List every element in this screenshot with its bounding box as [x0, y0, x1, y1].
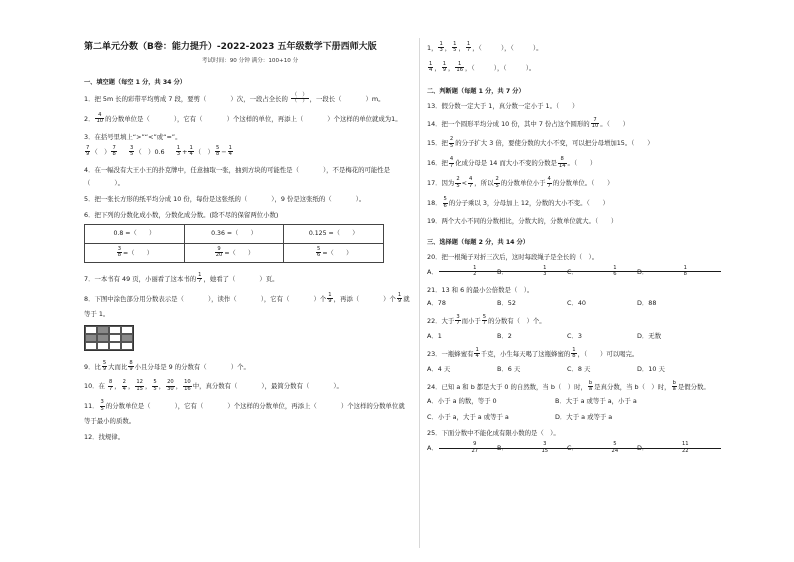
- right-column: [427, 34, 725, 462]
- question-4: 4．在一幅没有大王小王的扑克牌中，任意抽取一张，抽到方块的可能性是（ ），不是梅花的可能性是: [84, 165, 391, 174]
- question-6: 6．把下列的分数化成小数，分数化成分数。(除不尽的保留两位小数): [84, 210, 279, 219]
- shaded-grid-figure: [84, 325, 134, 351]
- table-cell: 0.36 =（ ）: [184, 224, 284, 243]
- question-15: 15．把 $\frac{2}{5}$ 的分子扩大 3 倍，要使分数的大小不变，可以把分母增加15。（ ）: [427, 136, 654, 149]
- question-23: 23．一瓶蜂蜜有 $\frac{1}{4}$ 千克，小生每天喝了这瓶蜂蜜的 $\frac{1}{8}$ ，（ ）可以喝完。: [427, 346, 639, 360]
- question-24: 24．已知 a 和 b 都是大于 0 的自然数，当 b（ ）时， $\frac{b}{a}$ 是真分数，当 b（ ）时， $\frac{b}{a}$ 是假分数。: [427, 379, 710, 393]
- question-24-options-b: C．小于 a，大于 a 或等于 a D．大于 a 或等于 a: [427, 413, 613, 422]
- section-heading-fill: 一、填空题（每空 1 分，共 34 分）: [84, 79, 186, 87]
- question-13: 13．假分数一定大于 1，真分数一定小于 1。（ ）: [427, 101, 579, 110]
- question-10: 10．在 $\frac{8}{7}$ ， $\frac{2}{4}$ ， $\frac{12}{15}$ ， $\frac{5}{5}$ ， $\frac{20}{30}$ ， $\frac{10}{16}$ 中，真分数有（ ），最简分数有（ ）。: [84, 379, 343, 392]
- question-1: 1．把 5m 长的彩带平均剪成 7 段，要剪（ ）次，一段占全长的 $\frac{( )}{( )}$ ，一段长（ ）m。: [84, 91, 385, 105]
- fraction-blank: $\frac{( )}{( )}$: [291, 91, 308, 105]
- question-12: 12．找规律。: [84, 433, 125, 442]
- table-cell: $\frac{5}{6}$ =（ ）: [284, 243, 384, 262]
- question-2: 2． $\frac{4}{10}$ 的分数单位是（ ），它有（ ）个这样的单位，再添上（ ）个这样的单位就成为1。: [84, 111, 402, 125]
- question-25-options: A． $\frac{9}{27}$ B． $\frac{3}{15}$ C． $\frac{5}{24}$ D． $\frac{11}{22}$: [427, 442, 725, 454]
- question-22: 22．大于 $\frac{3}{7}$ 而小于 $\frac{5}{7}$ 的分数有（ ）个。: [427, 313, 546, 327]
- question-11: 11． $\frac{3}{5}$ 的分数单位是（ ），它有（ ）个这样的分数单位，再添上（ ）个这样的分数单位就: [84, 399, 405, 412]
- table-cell: $\frac{3}{8}$ =（ ）: [85, 243, 185, 262]
- question-21: 21．13 和 6 的最小公倍数是（ ）。: [427, 285, 534, 294]
- question-3-items: $\frac{7}{9}$ （ ） $\frac{7}{8}$ $\frac{3}{5}$ （ ）0.6 $\frac{1}{3}$ + $\frac{1}{4}$ （ ） $\frac{5}{8}$ − $\frac{1}{4}$: [86, 144, 232, 158]
- column-divider: [419, 38, 420, 548]
- question-7: 7．一本书有 49 页，小丽看了这本书的 $\frac{1}{7}$ ，她看了（ ）页。: [84, 271, 279, 285]
- question-3: 3．在括号里填上“>”“<”或“=”。: [84, 132, 182, 141]
- question-20: 20．把一根绳子对折三次后，这时每段绳子是全长的（ ）。: [427, 252, 599, 261]
- section-heading-judge: 二、判断题（每题 1 分，共 7 分）: [427, 87, 525, 95]
- question-11-cont: 等于最小的质数。: [84, 417, 136, 426]
- question-16: 16．把 $\frac{4}{7}$ 化成分母是 14 而大小不变的分数是 $\frac{8}{14}$ 。（ ）: [427, 156, 597, 169]
- question-8-cont: 等于 1。: [84, 309, 110, 318]
- page-title: 第二单元分数（B卷：能力提升）-2022-2023 五年级数学下册西师大版: [84, 42, 377, 52]
- question-4-cont: （ ）。: [84, 178, 124, 187]
- question-19: 19．两个大小不同的分数相比，分数大的，分数单位就大。（ ）: [427, 217, 618, 226]
- question-23-options: A．4 天 B．6 天 C．8 天 D．10 天: [427, 364, 665, 373]
- page-subtitle: 考试时间：90 分钟 满分：100+10 分: [201, 58, 299, 65]
- question-14: 14．把一个圆形平均分成 10 份，其中 7 份占这个圆形的 $\frac{7}{10}$ 。（ ）: [427, 116, 630, 130]
- question-22-options: A．1 B．2 C．3 D．无数: [427, 331, 662, 340]
- question-24-options-a: A．小于 a 的数，等于 0 B．大于 a 或等于 a，小于 a: [427, 397, 637, 406]
- question-9: 9．比 $\frac{5}{9}$ 大而比 $\frac{8}{9}$ 小且分母是 9 的分数有（ ）个。: [84, 359, 250, 372]
- conversion-table: [84, 224, 384, 263]
- section-heading-choice: 三、选择题（每题 2 分，共 14 分）: [427, 239, 529, 247]
- table-cell: $\frac{9}{20}$ =（ ）: [184, 243, 284, 262]
- sequence-2: $\frac{1}{4}$ ， $\frac{1}{9}$ ， $\frac{1}{16}$ ，（ ），（ ）。: [429, 60, 536, 74]
- left-column: [84, 34, 416, 449]
- table-cell: 0.8 =（ ）: [85, 224, 185, 243]
- question-18: 18． $\frac{5}{6}$ 的分子乘以 3，分母加上 12，分数的大小不变。（ ）: [427, 196, 609, 209]
- question-21-options: A．78 B．52 C．40 D．88: [427, 298, 657, 307]
- question-8: 8．下图中涂色部分用分数表示是（ ），读作（ ），它有（ ）个 $\frac{1}{9}$ ，再添（ ）个 $\frac{1}{9}$ 就: [84, 291, 410, 305]
- sequence-1: 1， $\frac{1}{3}$ ， $\frac{1}{5}$ ， $\frac{1}{7}$ ，（ ），（ ）。: [427, 41, 543, 54]
- table-cell: 0.125 =（ ）: [284, 224, 384, 243]
- question-25: 25．下面分数中不能化成有限小数的是（ ）。: [427, 429, 560, 438]
- question-17: 17．因为 $\frac{2}{5}$ < $\frac{4}{7}$ ，所以 $\frac{2}{5}$ 的分数单位小于 $\frac{4}{7}$ 的分数单位。（ ）: [427, 176, 614, 189]
- fraction: $\frac{4}{10}$: [96, 111, 104, 125]
- question-20-options: A． $\frac{1}{2}$ B． $\frac{1}{3}$ C． $\frac{1}{6}$ D． $\frac{1}{8}$: [427, 266, 725, 278]
- question-5: 5．把一张长方形的纸平均分成 10 份，每份是这张纸的（ ），9 份是这张纸的（ ）。: [84, 194, 366, 203]
